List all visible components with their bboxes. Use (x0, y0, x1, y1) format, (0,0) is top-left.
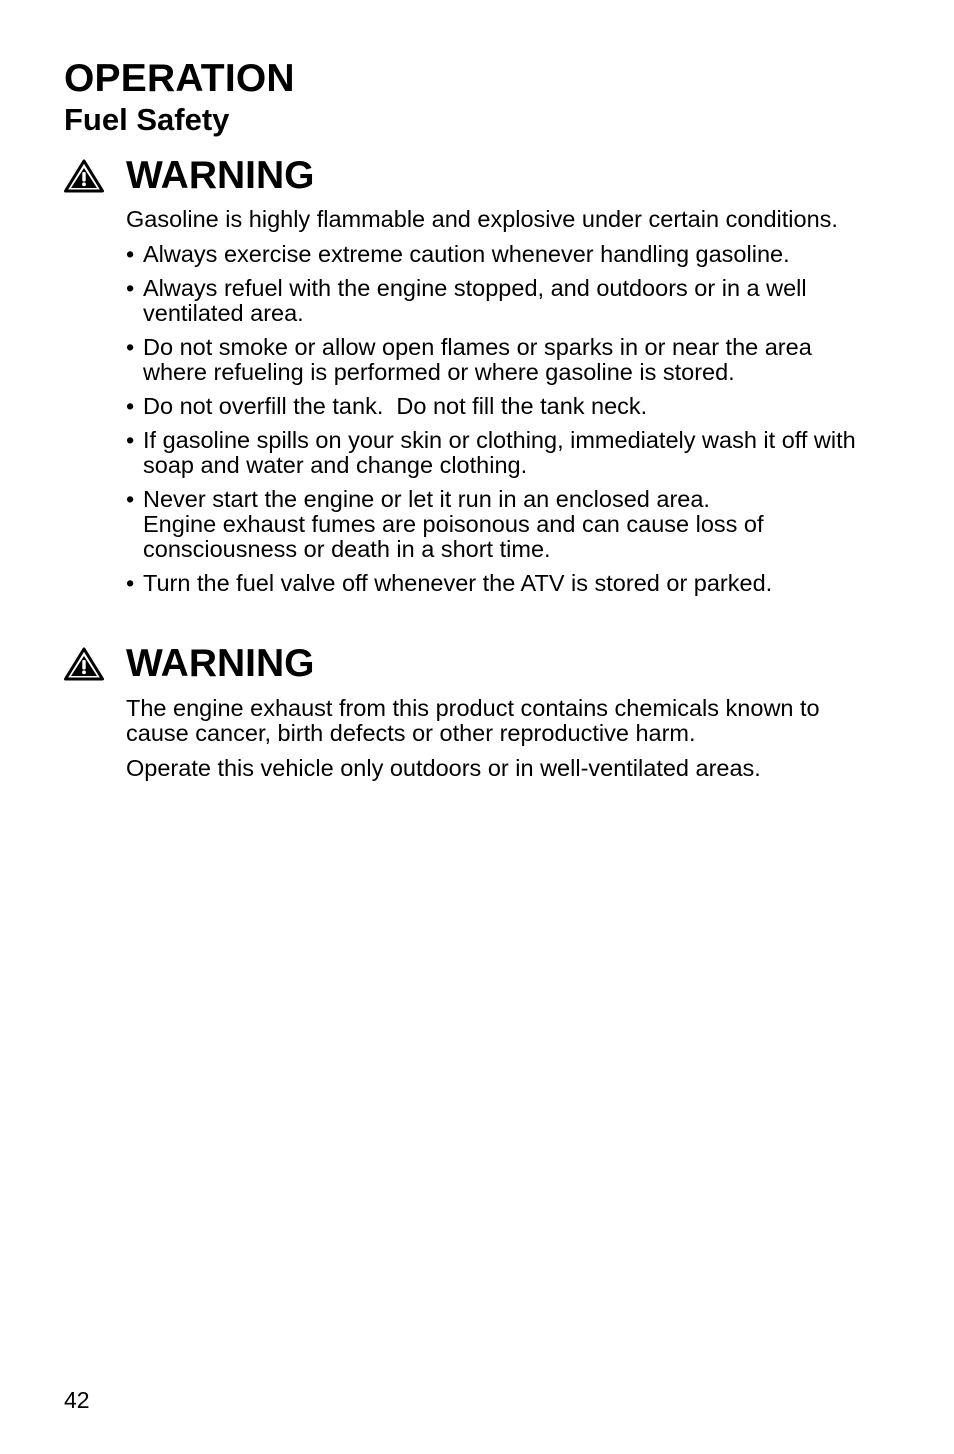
bullet-item (126, 428, 866, 478)
bullet-dot: • (126, 393, 135, 419)
bullet-text: Always exercise extreme caution whenever handling gasoline. (143, 241, 790, 267)
warning-bullet-list (126, 242, 866, 596)
warning-paragraph: The engine exhaust from this product contains chemicals known to cause cancer, birth defects or other reproductive harm. (126, 695, 820, 746)
bullet-text: Always refuel with the engine stopped, and outdoors or in a well ventilated area. (143, 275, 807, 326)
warning-intro: Gasoline is highly flammable and explosive under certain conditions. (126, 206, 838, 232)
subsection-title: Fuel Safety (64, 102, 230, 137)
warning-label: WARNING (126, 154, 315, 197)
bullet-text: Turn the fuel valve off whenever the ATV is stored or parked. (143, 570, 773, 596)
bullet-dot: • (126, 427, 135, 453)
warning-body (126, 207, 866, 605)
warning-paragraph: Operate this vehicle only outdoors or in well-ventilated areas. (126, 755, 761, 781)
bullet-item (126, 487, 866, 562)
bullet-dot: • (126, 334, 135, 360)
bullet-item (126, 571, 866, 596)
bullet-item (126, 242, 866, 267)
bullet-text: Never start the engine or let it run in an enclosed area. Engine exhaust fumes are poisonous and can cause loss of consciousness or death in a short time. (143, 486, 764, 562)
bullet-dot: • (126, 570, 135, 596)
bullet-item (126, 394, 866, 419)
bullet-dot: • (126, 275, 135, 301)
section-title: OPERATION (64, 57, 295, 100)
bullet-item (126, 335, 866, 385)
warning-triangle-icon (64, 159, 104, 193)
warning-body (126, 696, 866, 791)
page-number: 42 (64, 1387, 90, 1413)
bullet-dot: • (126, 486, 135, 512)
bullet-item (126, 276, 866, 326)
bullet-text: Do not overfill the tank. Do not fill the tank neck. (143, 393, 648, 419)
warning-triangle-icon (64, 647, 104, 681)
bullet-text: Do not smoke or allow open flames or sparks in or near the area where refueling is performed or where gasoline is stored. (143, 334, 812, 385)
bullet-text: If gasoline spills on your skin or clothing, immediately wash it off with soap and water and change clothing. (143, 427, 856, 478)
bullet-dot: • (126, 241, 135, 267)
warning-label: WARNING (126, 642, 315, 685)
warning-heading (64, 639, 315, 689)
warning-heading (64, 151, 315, 201)
